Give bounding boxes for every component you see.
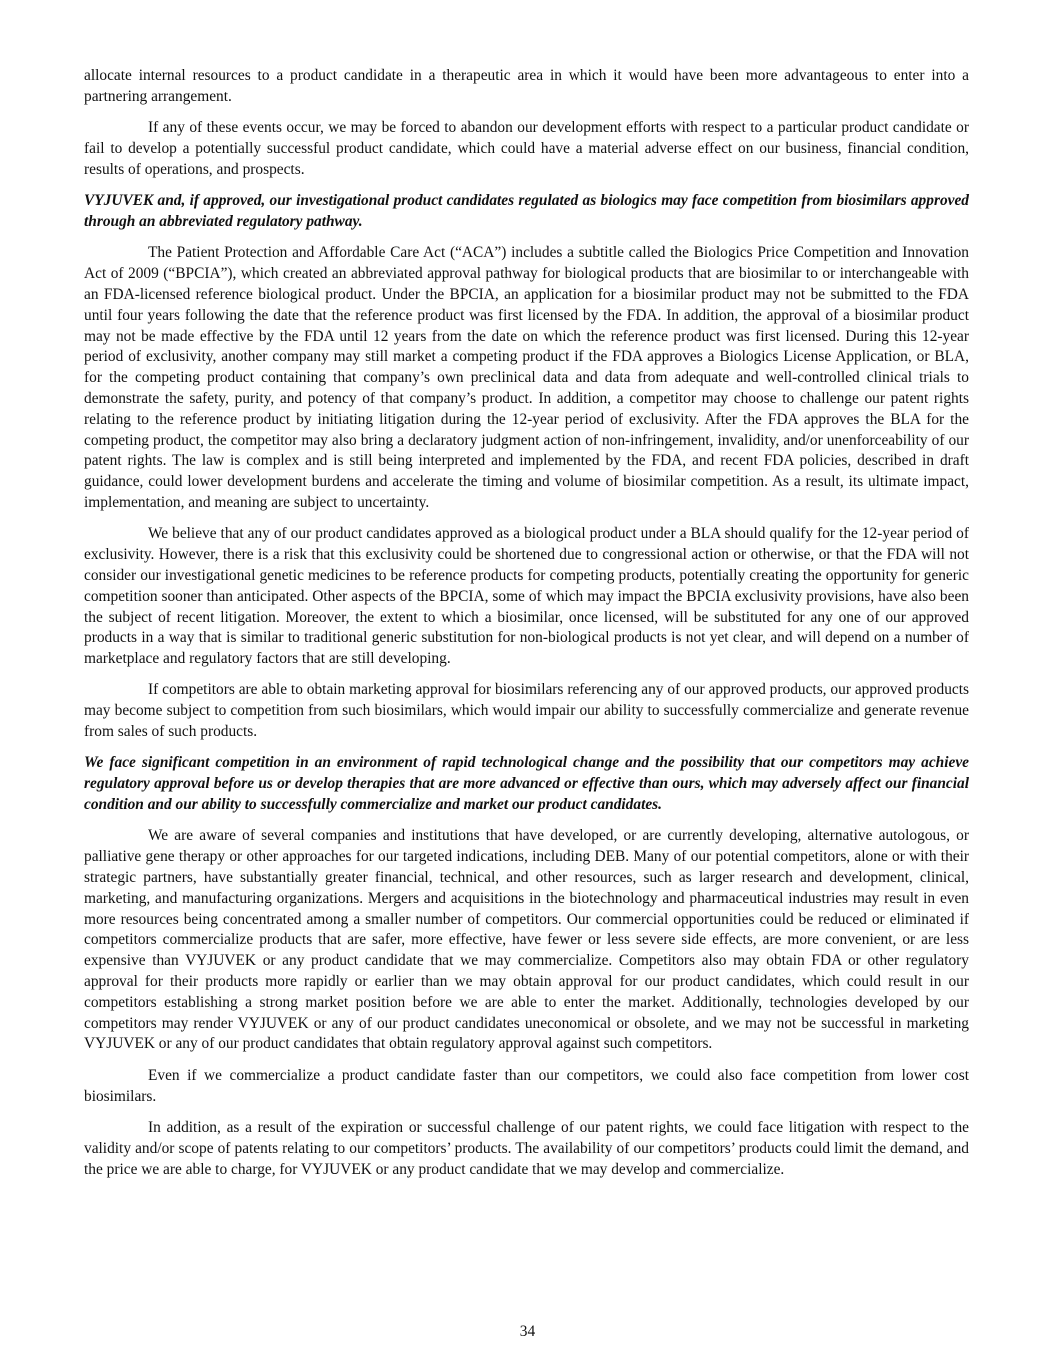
paragraph-continuation: allocate internal resources to a product candidate in a therapeutic area in which it would have been more advantageous to enter into a partnering arrangement. bbox=[84, 67, 969, 105]
paragraph-biosimilar-competition: If competitors are able to obtain marketing approval for biosimilars referencing any of our approved products, our approved products may become subject to competition from such biosimilars, which would impair our ability to successfully commercialize and generate revenue from sales of such products. bbox=[84, 681, 969, 741]
paragraph-abandon-development: If any of these events occur, we may be forced to abandon our development efforts with respect to a particular product candidate or fail to develop a potentially successful product candidate, which could have a material adverse effect on our business, financial condition, results of operations, and prospects. bbox=[84, 119, 969, 178]
document-page bbox=[84, 66, 969, 1191]
paragraph-competitors: We are aware of several companies and institutions that have developed, or are currently developing, alternative autologous, or palliative gene therapy or other approaches for our targeted indications, including DEB. Many of our potential competitors, alone or with their strategic partners, have substantially greater financial, technical, and other resources, such as larger research and development, clinical, marketing, and manufacturing organizations. Mergers and acquisitions in the biotechnology and pharmaceutical industries may result in even more resources being concentrated among a smaller number of competitors. Our commercial opportunities could be reduced or eliminated if competitors commercialize products that are safer, more effective, have fewer or less severe side effects, are more convenient, or are less expensive than VYJUVEK or any product candidate that we may commercialize. Competitors also may obtain FDA or other regulatory approval for their products more rapidly or earlier than we may obtain approval for our product candidates, which could result in our competitors establishing a strong market position before we are able to enter the market. Additionally, technologies developed by our competitors may render VYJUVEK or any of our product candidates uneconomical or obsolete, and we may not be successful in marketing VYJUVEK or any of our product candidates that obtain regulatory approval against such competitors. bbox=[84, 827, 969, 1053]
risk-heading-biosimilars: VYJUVEK and, if approved, our investigational product candidates regulated as biologics may face competition from biosimilars approved through an abbreviated regulatory pathway. bbox=[84, 192, 969, 230]
paragraph-exclusivity: We believe that any of our product candidates approved as a biological product under a BLA should qualify for the 12-year period of exclusivity. However, there is a risk that this exclusivity could be shortened due to congressional action or otherwise, or that the FDA will not consider our investigational genetic medicines to be reference products for competing products, potentially creating the opportunity for generic competition sooner than anticipated. Other aspects of the BPCIA, some of which may impact the BPCIA exclusivity provisions, have also been the subject of recent litigation. Moreover, the extent to which a biosimilar, once licensed, will be substituted for any one of our approved products in a way that is similar to traditional generic substitution for non-biological products is not yet clear, and will depend on a number of marketplace and regulatory factors that are still developing. bbox=[84, 525, 969, 668]
paragraph-lower-cost: Even if we commercialize a product candidate faster than our competitors, we could also face competition from lower cost biosimilars. bbox=[84, 1066, 969, 1105]
paragraph-aca-bpcia: The Patient Protection and Affordable Care Act (“ACA”) includes a subtitle called the Biologics Price Competition and Innovation Act of 2009 (“BPCIA”), which created an abbreviated approval pathway for biological products that are biosimilar to or interchangeable with an FDA-licensed reference biological product. Under the BPCIA, an application for a biosimilar product may not be submitted to the FDA until four years following the date that the reference product was first licensed by the FDA. In addition, the approval of a biosimilar product may not be made effective by the FDA until 12 years from the date on which the reference product was first licensed. During this 12-year period of exclusivity, another company may still market a competing product if the FDA approves a Biologics License Application, or BLA, for the competing product containing that company’s own preclinical data and data from adequate and well-controlled clinical trials to demonstrate the safety, purity, and potency of that company’s product. In addition, a competitor may choose to challenge our patent rights relating to the reference product by initiating litigation during the 12-year period of exclusivity. After the FDA approves the BLA for the competing product, the competitor may also bring a declaratory judgment action of non-infringement, invalidity, and/or unenforceability of our patent rights. The law is complex and is still being interpreted and implemented by the FDA, and recent FDA policies, described in draft guidance, could lower development burdens and accelerate the timing and volume of biosimilar competition. As a result, its ultimate impact, implementation, and meaning are subject to uncertainty. bbox=[84, 244, 969, 511]
risk-heading-competition: We face significant competition in an environment of rapid technological change and the possibility that our competitors may achieve regulatory approval before us or develop therapies that are more advanced or effective than ours, which may adversely affect our financial condition and our ability to successfully commercialize and market our product candidates. bbox=[84, 754, 969, 814]
page-number: 34 bbox=[519, 1323, 536, 1340]
paragraph-patent-litigation: In addition, as a result of the expiration or successful challenge of our patent rights, we could face litigation with respect to the validity and/or scope of patents relating to our competitors’ products. The availability of our competitors’ products could limit the demand, and the price we are able to charge, for VYJUVEK or any product candidate that we may develop and commercialize. bbox=[84, 1119, 969, 1178]
